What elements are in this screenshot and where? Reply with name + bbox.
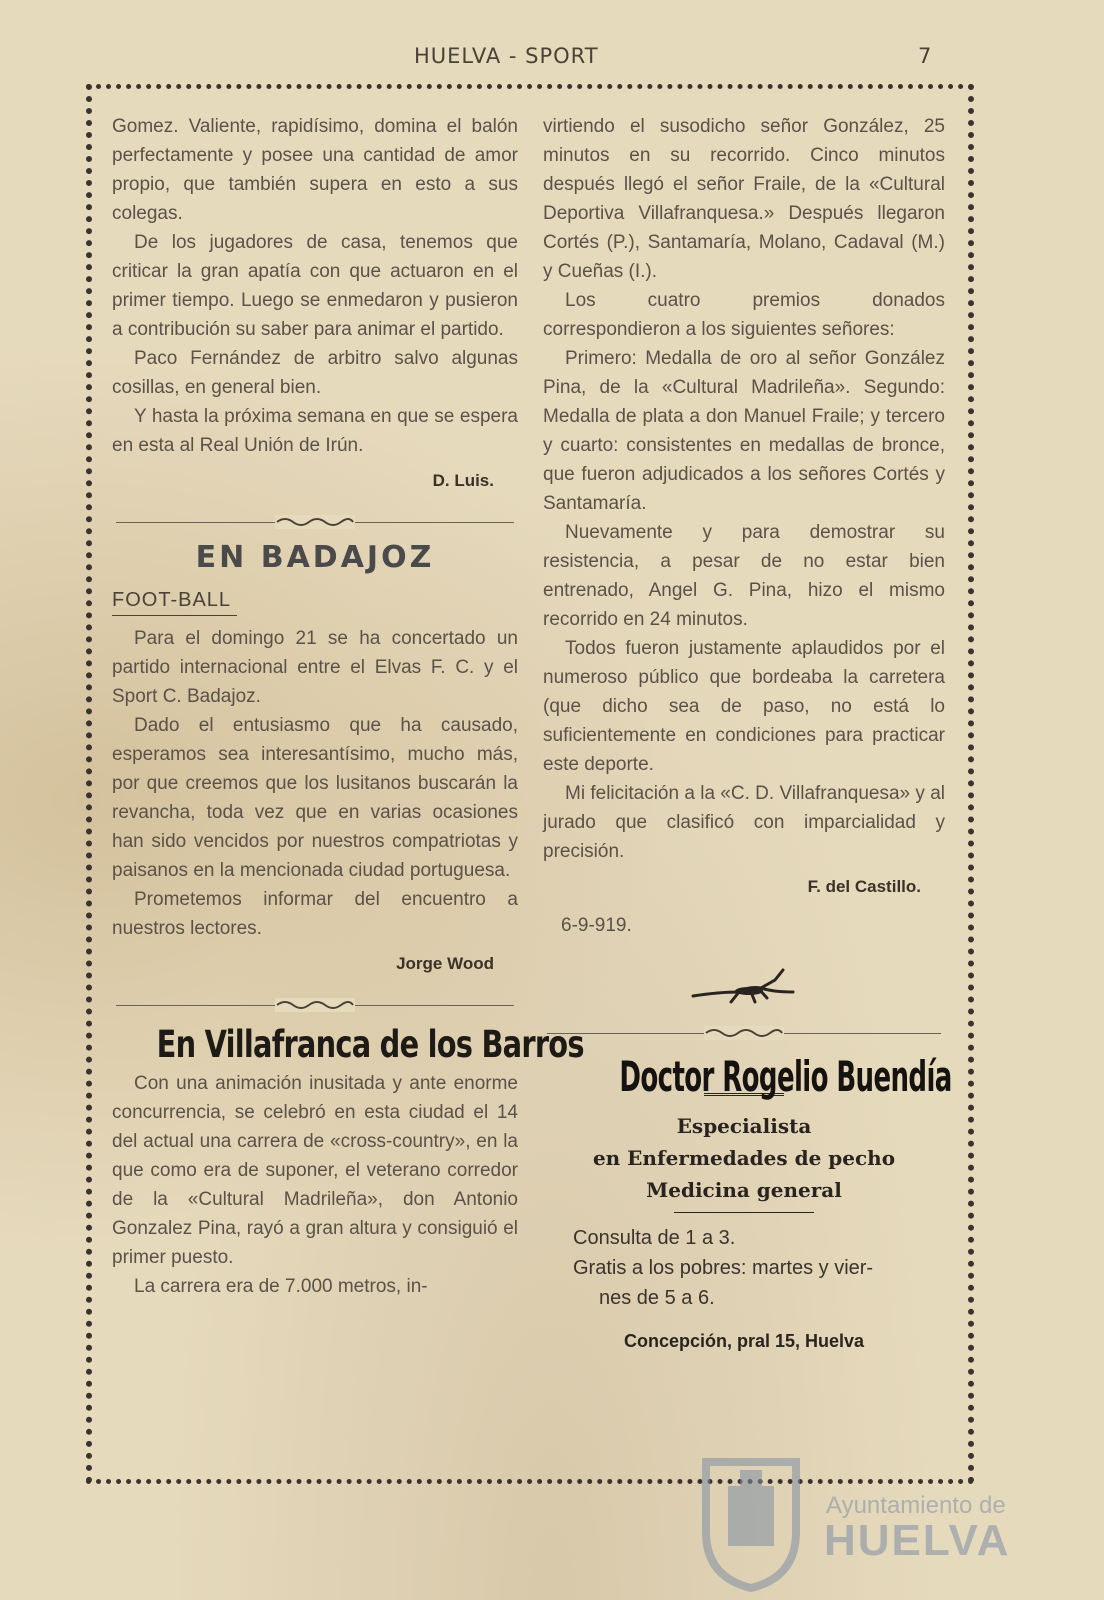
article-paragraph: Gomez. Valiente, rapidísimo, domina el balón perfectamente y posee una cantidad de amor propio, que también supera en esto a sus colegas. xyxy=(112,116,518,224)
left-column xyxy=(112,112,584,1301)
publication-title: HUELVA - SPORT xyxy=(414,44,599,68)
ad-specialty xyxy=(543,1110,945,1206)
article-paragraph: Primero: Medalla de oro al señor González Pina, de la «Cultural Madrileña». Segundo: Medalla de plata a don Manuel Fraile; y tercero y cuarto: consistentes en medallas de bronce, que fueron adjudicados a los señores Cortés y Santamaría. xyxy=(543,348,945,514)
article-paragraph: De los jugadores de casa, tenemos que criticar la gran apatía con que actuaron en el primer tiempo. Luego se enmedaron y pusieron a contribución su saber para animar el partido. xyxy=(112,232,518,340)
ad-specialty-line: Medicina general xyxy=(646,1178,842,1202)
article-paragraph: Con una animación inusitada y ante enorme concurrencia, se celebró en esta ciudad el 14 del actual una carrera de «cross-country», en la que como era de suponer, el veterano corredor de la «Cultural Madrileña», don Antonio Gonzalez Pina, rayó a gran altura y consiguió el primer puesto. xyxy=(112,1073,518,1268)
page-header xyxy=(0,44,1104,74)
ad-free-hours-cont: nes de 5 a 6. xyxy=(599,1287,715,1309)
page-number: 7 xyxy=(918,44,932,68)
section-separator xyxy=(112,515,518,529)
article-paragraph: Todos fueron justamente aplaudidos por el numeroso público que bordeaba la carretera (que dicho sea de paso, no está lo suficientemente en condiciones para practicar este deporte. xyxy=(543,638,945,775)
ad-hours xyxy=(573,1223,945,1313)
section-subheading: FOOT-BALL xyxy=(112,586,237,616)
ad-address: Concepción, pral 15, Huelva xyxy=(623,1331,865,1351)
watermark-line: HUELVA xyxy=(824,1516,1011,1565)
article-paragraph: Prometemos informar del encuentro a nuestros lectores. xyxy=(112,889,518,939)
ornament-icon xyxy=(704,1026,784,1040)
ad-specialty-line: en Enfermedades de pecho xyxy=(592,1146,896,1170)
ad-doctor-name: Doctor Rogelio Buendía xyxy=(619,1052,952,1101)
article-paragraph: Mi felicitación a la «C. D. Villafranquesa» y al jurado que clasificó con imparcialidad y precisión. xyxy=(543,783,945,862)
doctor-advertisement xyxy=(543,1052,952,1356)
article-paragraph: Dado el entusiasmo que ha causado, esperamos sea interesantísimo, mucho más, por que creemos que los lusitanos buscarán la revancha, toda vez que en varias ocasiones han sido vencidos por nuestros compatriotas y paisanos en la mencionada ciudad portuguesa. xyxy=(112,715,518,881)
article-paragraph: La carrera era de 7.000 metros, in- xyxy=(134,1276,428,1297)
signature: D. Luis. xyxy=(432,471,494,490)
watermark-line: Ayuntamiento de xyxy=(826,1492,1006,1519)
section-heading: En Villafranca de los Barros xyxy=(156,1023,584,1066)
article-paragraph: virtiendo el susodicho señor González, 25 minutos en su recorrido. Cinco minutos después llegó el señor Fraile, de la «Cultural Deportiva Villafranquesa.» Después llegaron Cortés (P.), Santamaría, Molano, Cadaval (M.) y Cueñas (I.). xyxy=(543,116,945,282)
article-paragraph: Nuevamente y para demostrar su resistencia, a pesar de no estar bien entrenado, Angel G. Pina, hizo el mismo recorrido en 24 minutos. xyxy=(543,522,945,630)
section-heading: EN BADAJOZ xyxy=(195,540,435,575)
ad-specialty-line: Especialista xyxy=(676,1114,812,1138)
signature: F. del Castillo. xyxy=(807,877,921,896)
article-paragraph: Los cuatro premios donados correspondieron a los siguientes señores: xyxy=(543,290,945,340)
coat-of-arms-icon xyxy=(696,1452,806,1592)
section-separator xyxy=(543,1026,945,1040)
archive-watermark xyxy=(690,1452,1030,1592)
ornament-icon xyxy=(275,515,355,529)
ad-consult-hours: Consulta de 1 a 3. xyxy=(573,1227,736,1249)
article-paragraph: Paco Fernández de arbitro salvo algunas cosillas, en general bien. xyxy=(112,348,518,398)
article-date: 6-9-919. xyxy=(561,915,632,936)
right-column xyxy=(543,112,952,1356)
ornament-icon xyxy=(275,998,355,1012)
ad-free-hours: Gratis a los pobres: martes y vier- xyxy=(573,1257,874,1279)
ad-divider xyxy=(674,1212,814,1213)
signature: Jorge Wood xyxy=(396,954,494,973)
article-paragraph: Y hasta la próxima semana en que se espera en esta al Real Unión de Irún. xyxy=(112,406,518,456)
article-paragraph: Para el domingo 21 se ha concertado un partido internacional entre el Elvas F. C. y el Sport C. Badajoz. xyxy=(112,628,518,707)
section-separator xyxy=(112,998,518,1012)
lizard-ornament-icon xyxy=(689,962,799,1006)
